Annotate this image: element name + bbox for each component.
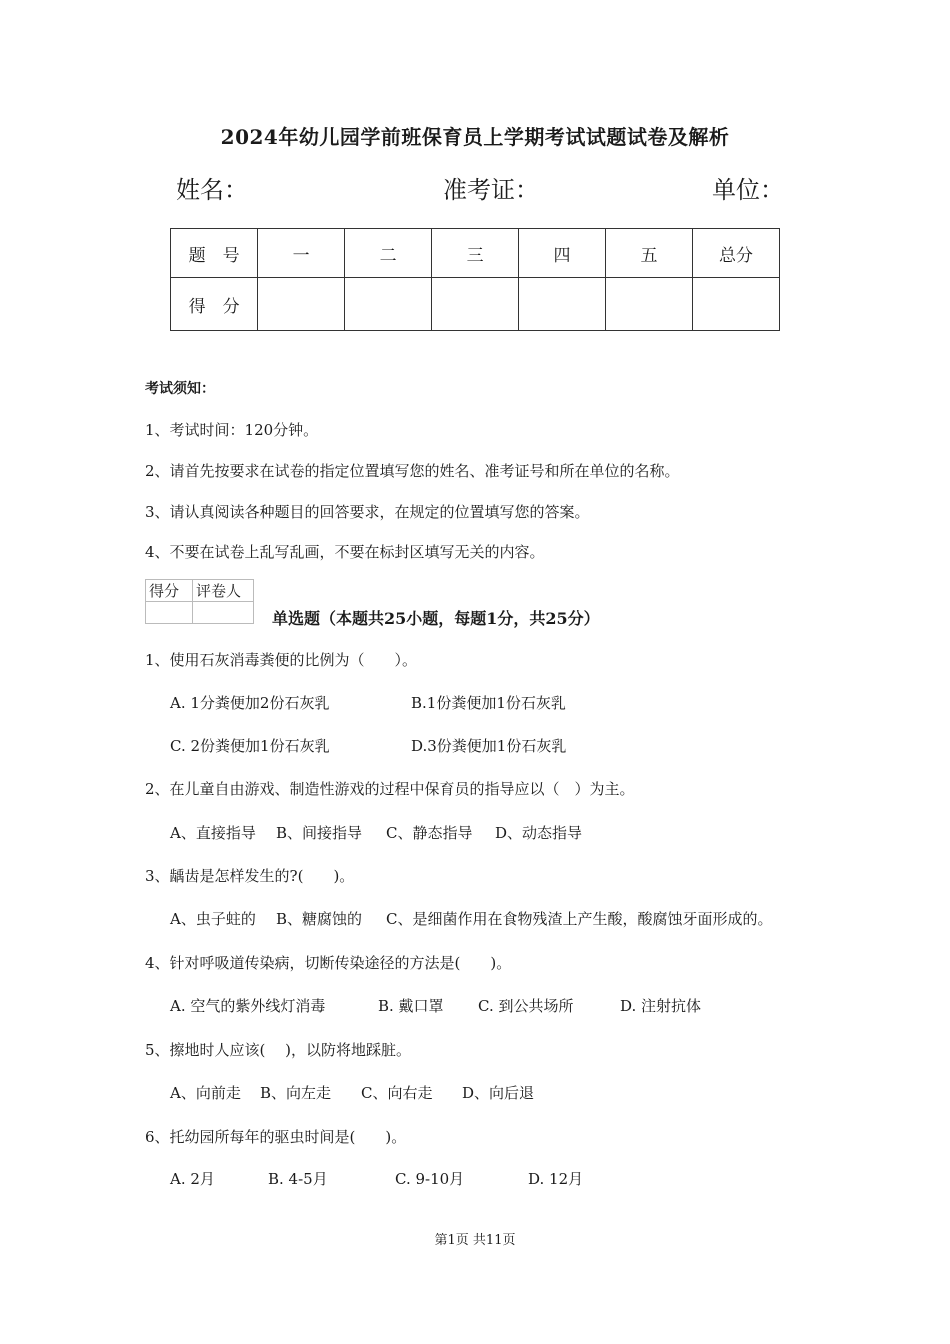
score-cell[interactable] <box>606 278 693 331</box>
score-cell[interactable] <box>432 278 519 331</box>
notice-item: 3、请认真阅读各种题目的回答要求，在规定的位置填写您的答案。 <box>145 503 590 521</box>
score-cell[interactable] <box>692 278 779 331</box>
score-table-row-label: 得 分 <box>171 278 258 331</box>
grader-name-cell[interactable] <box>193 602 254 624</box>
score-table-header-cell: 一 <box>258 229 345 278</box>
notice-heading: 考试须知： <box>145 381 215 397</box>
question-option: A. 1分粪便加2份石灰乳 <box>170 694 330 712</box>
score-table-header-cell: 二 <box>345 229 432 278</box>
question-option: D. 注射抗体 <box>620 997 702 1015</box>
question-option: C. 到公共场所 <box>478 997 574 1015</box>
question-option: D、动态指导 <box>495 824 583 842</box>
score-table-header-cell: 题 号 <box>171 229 258 278</box>
unit-field-label: 单位： <box>712 176 784 204</box>
question-option: B、向左走 <box>260 1084 332 1102</box>
question-option: B.1份粪便加1份石灰乳 <box>411 694 566 712</box>
question-option: C. 9-10月 <box>395 1170 465 1188</box>
question-stem: 2、在儿童自由游戏、制造性游戏的过程中保育员的指导应以（ ）为主。 <box>145 780 635 798</box>
notice-item: 1、考试时间：120分钟。 <box>145 421 319 439</box>
question-stem: 6、托幼园所每年的驱虫时间是( )。 <box>145 1128 407 1146</box>
notice-item: 2、请首先按要求在试卷的指定位置填写您的姓名、准考证号和所在单位的名称。 <box>145 462 680 480</box>
question-option: C、静态指导 <box>386 824 473 842</box>
question-option: D、向后退 <box>462 1084 535 1102</box>
question-option: A、直接指导 <box>170 824 256 842</box>
question-option: D.3份粪便加1份石灰乳 <box>411 737 567 755</box>
score-cell[interactable] <box>519 278 606 331</box>
question-stem: 1、使用石灰消毒粪便的比例为（ ）。 <box>145 651 418 669</box>
question-option: A. 2月 <box>170 1170 215 1188</box>
page-footer: 第1页 共11页 <box>434 1233 516 1248</box>
score-table-header-cell: 总分 <box>692 229 779 278</box>
score-table-score-row <box>171 278 780 331</box>
grader-name-label: 评卷人 <box>193 580 254 602</box>
score-table-header-cell: 四 <box>519 229 606 278</box>
page-title: 2024年幼儿园学前班保育员上学期考试试题试卷及解析 <box>220 125 730 149</box>
score-cell[interactable] <box>345 278 432 331</box>
score-table-header-cell: 三 <box>432 229 519 278</box>
question-stem: 5、擦地时人应该( )，以防将地踩脏。 <box>145 1041 412 1059</box>
question-option: B、间接指导 <box>276 824 363 842</box>
question-option: C. 2份粪便加1份石灰乳 <box>170 737 330 755</box>
question-option: C、是细菌作用在食物残渣上产生酸，酸腐蚀牙面形成的。 <box>386 910 773 928</box>
question-option: B. 4-5月 <box>268 1170 328 1188</box>
question-option: B、糖腐蚀的 <box>276 910 363 928</box>
score-table <box>170 228 780 331</box>
question-stem: 3、龋齿是怎样发生的?( )。 <box>145 867 355 885</box>
question-stem: 4、针对呼吸道传染病，切断传染途径的方法是( )。 <box>145 954 512 972</box>
question-option: A、向前走 <box>170 1084 241 1102</box>
question-option: A、虫子蛀的 <box>170 910 256 928</box>
score-table-header-cell: 五 <box>606 229 693 278</box>
notice-item: 4、不要在试卷上乱写乱画，不要在标封区填写无关的内容。 <box>145 543 545 561</box>
question-option: C、向右走 <box>361 1084 433 1102</box>
score-cell[interactable] <box>258 278 345 331</box>
grader-score-label: 得分 <box>146 580 193 602</box>
question-option: D. 12月 <box>528 1170 584 1188</box>
exam-id-field-label: 准考证： <box>443 176 539 204</box>
name-field-label: 姓名： <box>176 176 248 204</box>
grader-box <box>145 579 254 624</box>
question-option: B. 戴口罩 <box>378 997 444 1015</box>
question-option: A. 空气的紫外线灯消毒 <box>170 997 326 1015</box>
section-title: 单选题（本题共25小题，每题1分，共25分） <box>272 609 600 628</box>
grader-score-cell[interactable] <box>146 602 193 624</box>
score-table-header-row <box>171 229 780 278</box>
